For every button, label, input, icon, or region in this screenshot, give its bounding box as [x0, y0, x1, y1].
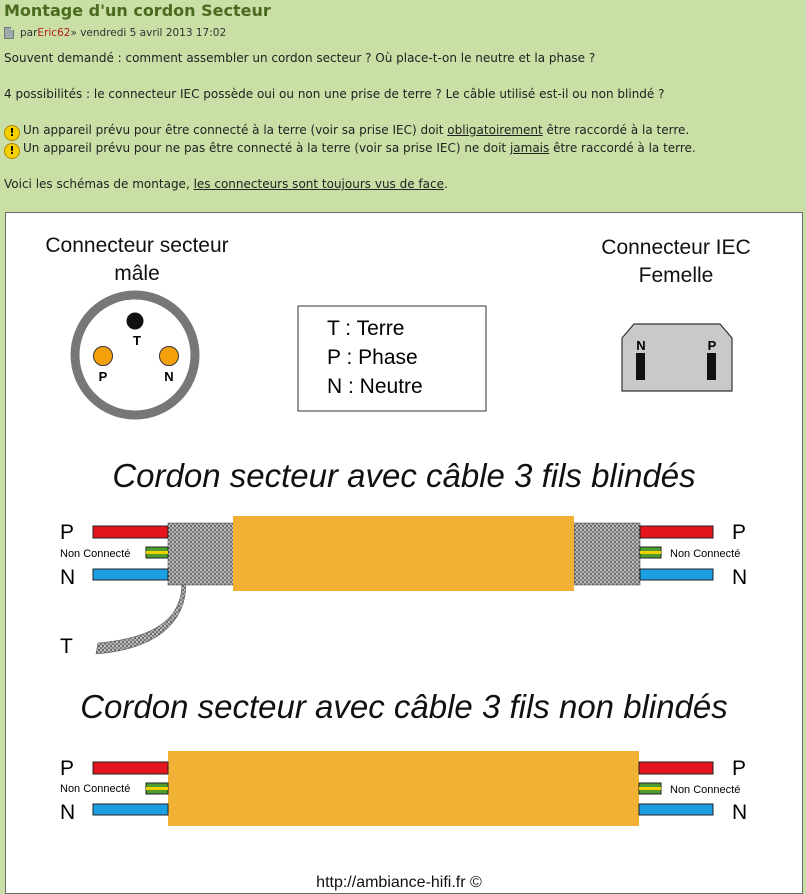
warning-2-emphasis: jamais	[509, 141, 550, 155]
warning-line-1	[4, 123, 689, 141]
iec-pin-p	[707, 353, 716, 380]
iec-pin-n	[636, 353, 645, 380]
intro-line: Souvent demandé : comment assembler un cordon secteur ? Où place-t-on le neutre et la phase ?	[4, 51, 596, 65]
male-pin-t-label: T	[133, 333, 141, 348]
shielded-left-p: P	[60, 521, 75, 544]
unshielded-cable	[93, 751, 713, 826]
shielded-left-n: N	[60, 566, 76, 589]
footer-credit: http://ambiance-hifi.fr ©	[316, 874, 482, 891]
shielded-right-p: P	[732, 521, 747, 544]
warning-1-text-a: Un appareil prévu pour être connecté à la terre (voir sa prise IEC) doit	[23, 123, 448, 137]
unshielded-cable-title: Cordon secteur avec câble 3 fils non blindés	[80, 688, 728, 725]
warning-1-text-b: être raccordé à la terre.	[542, 123, 690, 137]
shielded-right-n: N	[732, 566, 748, 589]
warning-1-emphasis: obligatoirement	[447, 123, 543, 137]
author-link[interactable]: Eric62	[37, 27, 71, 39]
male-connector	[75, 295, 195, 415]
meta-date: » vendredi 5 avril 2013 17:02	[70, 27, 227, 39]
iec-pin-n-label: N	[636, 338, 646, 353]
possibilities-line: 4 possibilités : le connecteur IEC possède oui ou non une prise de terre ? Le câble utilisé est-il ou non blindé ?	[4, 87, 665, 101]
diagram-intro-link[interactable]: les connecteurs sont toujours vus de face	[193, 177, 444, 191]
warning-icon: !	[4, 125, 20, 141]
iec-connector-title-2: Femelle	[638, 264, 714, 287]
legend-phase: P : Phase	[327, 346, 418, 369]
wiring-diagram	[5, 212, 803, 894]
warning-line-2	[4, 141, 696, 159]
male-connector-title-2: mâle	[114, 262, 160, 285]
iec-connector-title-1: Connecteur IEC	[601, 236, 751, 259]
unshielded-right-not-connected: Non Connecté	[670, 784, 741, 796]
diagram-intro-line	[4, 177, 448, 191]
post-title[interactable]: Montage d'un cordon Secteur	[4, 1, 271, 20]
meta-prefix: par	[20, 27, 38, 39]
warning-icon: !	[4, 143, 20, 159]
wiring-diagram-svg	[6, 213, 802, 893]
shielded-left-not-connected: Non Connecté	[60, 548, 131, 560]
legend-neutre: N : Neutre	[327, 375, 423, 398]
iec-pin-p-label: P	[707, 338, 717, 353]
unshielded-right-n: N	[732, 801, 748, 824]
unshielded-right-p: P	[732, 757, 747, 780]
unshielded-left-not-connected: Non Connecté	[60, 783, 131, 795]
male-connector-title-1: Connecteur secteur	[45, 234, 229, 257]
shielded-right-not-connected: Non Connecté	[670, 548, 741, 560]
male-pin-p-label: P	[98, 369, 108, 384]
unshielded-left-p: P	[60, 757, 75, 780]
diagram-intro-text: Voici les schémas de montage,	[4, 177, 194, 191]
diagram-intro-end: .	[443, 177, 448, 191]
warning-2-text-a: Un appareil prévu pour ne pas être connecté à la terre (voir sa prise IEC) ne doit	[23, 141, 510, 155]
post-meta	[4, 27, 226, 39]
shielded-cable	[93, 516, 713, 654]
post-icon	[4, 27, 14, 39]
warning-2-text-b: être raccordé à la terre.	[549, 141, 696, 155]
unshielded-left-n: N	[60, 801, 76, 824]
shielded-cable-title: Cordon secteur avec câble 3 fils blindés	[112, 457, 696, 494]
legend-terre: T : Terre	[327, 317, 405, 340]
male-pin-n-label: N	[164, 369, 174, 384]
shielded-t: T	[60, 635, 73, 658]
